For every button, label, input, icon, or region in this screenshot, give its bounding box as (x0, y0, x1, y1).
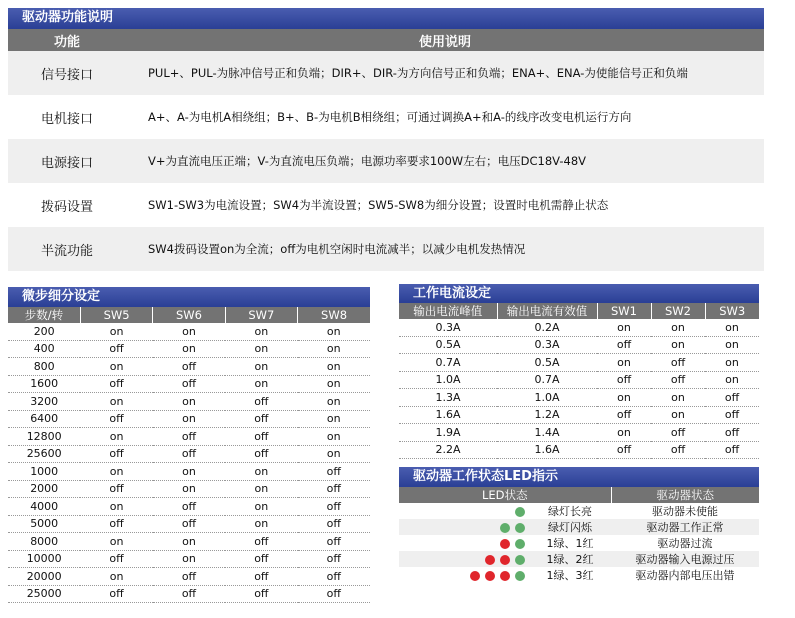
led-description: 1绿、2红 (529, 551, 611, 567)
subdivision-row (8, 445, 370, 463)
led-row (399, 519, 759, 535)
steps-per-rev-cell: 400 (8, 340, 80, 358)
header-driver-status: 驱动器状态 (611, 487, 759, 503)
switch-state-cell: off (651, 424, 705, 442)
steps-per-rev-cell: 200 (8, 323, 80, 340)
switch-state-cell: off (225, 533, 297, 551)
subdivision-table (8, 307, 370, 603)
function-desc: V+为直流电压正端；V-为直流电压负端；电源功率要求100W左右；电压DC18V-48V (126, 139, 764, 183)
switch-state-cell: off (80, 340, 152, 358)
switch-state-cell: on (225, 358, 297, 376)
switch-state-cell: on (225, 515, 297, 533)
steps-per-rev-cell: 8000 (8, 533, 80, 551)
function-table (8, 29, 764, 271)
switch-state-cell: off (705, 389, 759, 407)
steps-per-rev-cell: 4000 (8, 498, 80, 516)
rms-current-cell: 0.5A (497, 354, 597, 372)
switch-state-cell: on (298, 428, 370, 446)
function-name: 电源接口 (8, 139, 126, 183)
switch-state-cell: off (80, 515, 152, 533)
peak-current-cell: 1.9A (399, 424, 497, 442)
driver-state: 驱动器工作正常 (611, 519, 759, 535)
switch-state-cell: off (225, 550, 297, 568)
switch-state-cell: off (80, 480, 152, 498)
header-function: 功能 (8, 29, 126, 51)
header-steps: 步数/转 (8, 307, 80, 323)
led-description: 绿灯长亮 (548, 505, 592, 518)
switch-state-cell: on (298, 375, 370, 393)
switch-state-cell: off (597, 406, 651, 424)
switch-state-cell: on (80, 498, 152, 516)
function-section-title: 驱动器功能说明 (8, 8, 764, 29)
subdivision-row (8, 463, 370, 481)
steps-per-rev-cell: 20000 (8, 568, 80, 586)
led-description: 1绿、1红 (546, 537, 594, 550)
header-peak-current: 输出电流峰值 (399, 303, 497, 319)
switch-state-cell: on (80, 428, 152, 446)
switch-state-cell: off (298, 498, 370, 516)
current-row (399, 424, 759, 442)
switch-state-cell: off (225, 428, 297, 446)
current-row (399, 319, 759, 336)
subdivision-row (8, 585, 370, 603)
switch-state-cell: on (80, 358, 152, 376)
switch-state-cell: off (153, 568, 225, 586)
switch-state-cell: off (225, 445, 297, 463)
led-row (399, 567, 759, 583)
switch-state-cell: on (651, 336, 705, 354)
switch-state-cell: on (153, 340, 225, 358)
header-usage: 使用说明 (126, 29, 764, 51)
subdivision-title: 微步细分设定 (8, 287, 370, 307)
function-desc: SW4拨码设置on为全流；off为电机空闲时电流减半；以减少电机发热情况 (126, 227, 764, 271)
switch-state-cell: off (651, 354, 705, 372)
switch-state-cell: off (80, 410, 152, 428)
steps-per-rev-cell: 12800 (8, 428, 80, 446)
function-name: 拨码设置 (40, 199, 93, 215)
steps-per-rev-cell: 25600 (8, 445, 80, 463)
switch-state-cell: off (298, 480, 370, 498)
led-indicator-cell (399, 535, 529, 551)
led-row (399, 503, 759, 519)
led-row (399, 535, 759, 551)
switch-state-cell: off (298, 515, 370, 533)
subdivision-row (8, 498, 370, 516)
rms-current-cell: 0.3A (497, 336, 597, 354)
switch-state-cell: off (225, 568, 297, 586)
rms-current-cell: 1.2A (497, 406, 597, 424)
led-header-row (399, 487, 759, 503)
switch-state-cell: on (298, 393, 370, 411)
switch-state-cell: off (225, 393, 297, 411)
current-header-row (399, 303, 759, 319)
rms-current-cell: 1.0A (497, 389, 597, 407)
function-row (8, 51, 764, 95)
subdivision-row (8, 550, 370, 568)
function-name: 电机接口 (40, 111, 93, 127)
led-indicator-cell (399, 519, 529, 535)
driver-state: 驱动器未使能 (652, 505, 718, 518)
subdivision-row (8, 340, 370, 358)
switch-state-cell: off (651, 441, 705, 459)
subdivision-row (8, 568, 370, 586)
driver-state: 驱动器输入电源过压 (611, 551, 759, 567)
function-row (8, 227, 764, 271)
red-led-icon (485, 571, 495, 581)
switch-state-cell: off (153, 498, 225, 516)
header-sw3: SW3 (705, 303, 759, 319)
switch-state-cell: on (597, 389, 651, 407)
switch-state-cell: on (80, 568, 152, 586)
switch-state-cell: on (153, 533, 225, 551)
switch-state-cell: on (225, 480, 297, 498)
switch-state-cell: on (597, 319, 651, 336)
function-desc: A+、A-为电机A相绕组；B+、B-为电机B相绕组；可通过调换A+和A-的线序改变电机运行方向 (148, 110, 632, 124)
switch-state-cell: on (80, 533, 152, 551)
switch-state-cell: on (80, 323, 152, 340)
peak-current-cell: 1.3A (399, 389, 497, 407)
subdivision-row (8, 323, 370, 340)
header-sw1: SW1 (597, 303, 651, 319)
switch-state-cell: off (597, 336, 651, 354)
switch-state-cell: off (651, 371, 705, 389)
current-table (399, 303, 759, 459)
header-rms-current: 输出电流有效值 (497, 303, 597, 319)
switch-state-cell: off (153, 428, 225, 446)
function-name: 信号接口 (8, 51, 126, 95)
header-sw8: SW8 (298, 307, 370, 323)
peak-current-cell: 0.3A (399, 319, 497, 336)
switch-state-cell: on (225, 375, 297, 393)
switch-state-cell: on (153, 393, 225, 411)
switch-state-cell: on (225, 463, 297, 481)
led-description: 绿灯闪烁 (529, 519, 611, 535)
switch-state-cell: off (80, 375, 152, 393)
switch-state-cell: off (80, 550, 152, 568)
steps-per-rev-cell: 5000 (8, 515, 80, 533)
switch-state-cell: off (705, 441, 759, 459)
red-led-icon (500, 555, 510, 565)
green-led-icon (515, 539, 525, 549)
peak-current-cell: 1.6A (399, 406, 497, 424)
peak-current-cell: 0.7A (399, 354, 497, 372)
switch-state-cell: on (705, 336, 759, 354)
green-led-icon (515, 571, 525, 581)
function-desc: PUL+、PUL-为脉冲信号正和负端；DIR+、DIR-为方向信号正和负端；ENA+、ENA-为使能信号正和负端 (126, 51, 764, 95)
switch-state-cell: on (80, 393, 152, 411)
switch-state-cell: off (705, 406, 759, 424)
red-led-icon (500, 571, 510, 581)
subdivision-row (8, 480, 370, 498)
steps-per-rev-cell: 800 (8, 358, 80, 376)
header-sw2: SW2 (651, 303, 705, 319)
switch-state-cell: on (597, 424, 651, 442)
subdivision-row (8, 428, 370, 446)
red-led-icon (500, 539, 510, 549)
header-sw6: SW6 (153, 307, 225, 323)
switch-state-cell: off (225, 585, 297, 603)
switch-state-cell: on (298, 323, 370, 340)
green-led-icon (515, 523, 525, 533)
switch-state-cell: on (298, 410, 370, 428)
switch-state-cell: on (225, 340, 297, 358)
switch-state-cell: off (705, 424, 759, 442)
switch-state-cell: off (153, 375, 225, 393)
current-row (399, 406, 759, 424)
subdivision-row (8, 533, 370, 551)
driver-state: 驱动器内部电压出错 (635, 569, 735, 582)
function-name: 半流功能 (8, 227, 126, 271)
subdivision-row (8, 375, 370, 393)
switch-state-cell: off (298, 585, 370, 603)
subdivision-row (8, 515, 370, 533)
switch-state-cell: on (153, 410, 225, 428)
switch-state-cell: on (651, 319, 705, 336)
switch-state-cell: on (225, 498, 297, 516)
peak-current-cell: 1.0A (399, 371, 497, 389)
header-led-status: LED状态 (399, 487, 611, 503)
switch-state-cell: on (153, 463, 225, 481)
function-row (8, 95, 764, 139)
switch-state-cell: on (80, 463, 152, 481)
red-led-icon (470, 571, 480, 581)
peak-current-cell: 2.2A (399, 441, 497, 459)
switch-state-cell: on (298, 340, 370, 358)
led-title: 驱动器工作状态LED指示 (399, 467, 759, 487)
function-table-header (8, 29, 764, 51)
rms-current-cell: 0.7A (497, 371, 597, 389)
function-row (8, 139, 764, 183)
current-row (399, 371, 759, 389)
subdivision-row (8, 358, 370, 376)
rms-current-cell: 1.4A (497, 424, 597, 442)
green-led-icon (515, 555, 525, 565)
subdivision-row (8, 393, 370, 411)
switch-state-cell: on (651, 389, 705, 407)
switch-state-cell: on (597, 354, 651, 372)
switch-state-cell: off (153, 445, 225, 463)
led-table (399, 487, 759, 583)
rms-current-cell: 1.6A (497, 441, 597, 459)
led-indicator-cell (399, 503, 529, 519)
steps-per-rev-cell: 6400 (8, 410, 80, 428)
green-led-icon (515, 507, 525, 517)
switch-state-cell: off (153, 585, 225, 603)
current-row (399, 441, 759, 459)
switch-state-cell: on (651, 406, 705, 424)
steps-per-rev-cell: 10000 (8, 550, 80, 568)
switch-state-cell: off (298, 550, 370, 568)
switch-state-cell: off (80, 445, 152, 463)
header-sw7: SW7 (225, 307, 297, 323)
switch-state-cell: on (153, 550, 225, 568)
switch-state-cell: off (597, 441, 651, 459)
switch-state-cell: on (705, 371, 759, 389)
red-led-icon (485, 555, 495, 565)
function-row (8, 183, 764, 227)
driver-state: 驱动器过流 (657, 537, 713, 550)
switch-state-cell: off (298, 568, 370, 586)
led-indicator-cell (399, 551, 529, 567)
switch-state-cell: off (225, 410, 297, 428)
steps-per-rev-cell: 1600 (8, 375, 80, 393)
current-title: 工作电流设定 (399, 284, 759, 303)
current-row (399, 336, 759, 354)
switch-state-cell: on (225, 323, 297, 340)
steps-per-rev-cell: 25000 (8, 585, 80, 603)
led-description: 1绿、3红 (546, 569, 594, 582)
switch-state-cell: on (705, 354, 759, 372)
switch-state-cell: off (298, 533, 370, 551)
led-row (399, 551, 759, 567)
switch-state-cell: off (298, 463, 370, 481)
green-led-icon (500, 523, 510, 533)
steps-per-rev-cell: 3200 (8, 393, 80, 411)
current-row (399, 389, 759, 407)
switch-state-cell: on (298, 358, 370, 376)
function-desc: SW1-SW3为电流设置；SW4为半流设置；SW5-SW8为细分设置；设置时电机需静止状态 (148, 198, 609, 212)
switch-state-cell: on (705, 319, 759, 336)
switch-state-cell: off (153, 358, 225, 376)
switch-state-cell: on (153, 480, 225, 498)
peak-current-cell: 0.5A (399, 336, 497, 354)
switch-state-cell: on (298, 445, 370, 463)
steps-per-rev-cell: 1000 (8, 463, 80, 481)
header-sw5: SW5 (80, 307, 152, 323)
led-indicator-cell (399, 567, 529, 583)
switch-state-cell: off (80, 585, 152, 603)
switch-state-cell: on (153, 323, 225, 340)
current-row (399, 354, 759, 372)
switch-state-cell: off (153, 515, 225, 533)
steps-per-rev-cell: 2000 (8, 480, 80, 498)
subdivision-row (8, 410, 370, 428)
subdivision-header-row (8, 307, 370, 323)
rms-current-cell: 0.2A (497, 319, 597, 336)
switch-state-cell: off (597, 371, 651, 389)
